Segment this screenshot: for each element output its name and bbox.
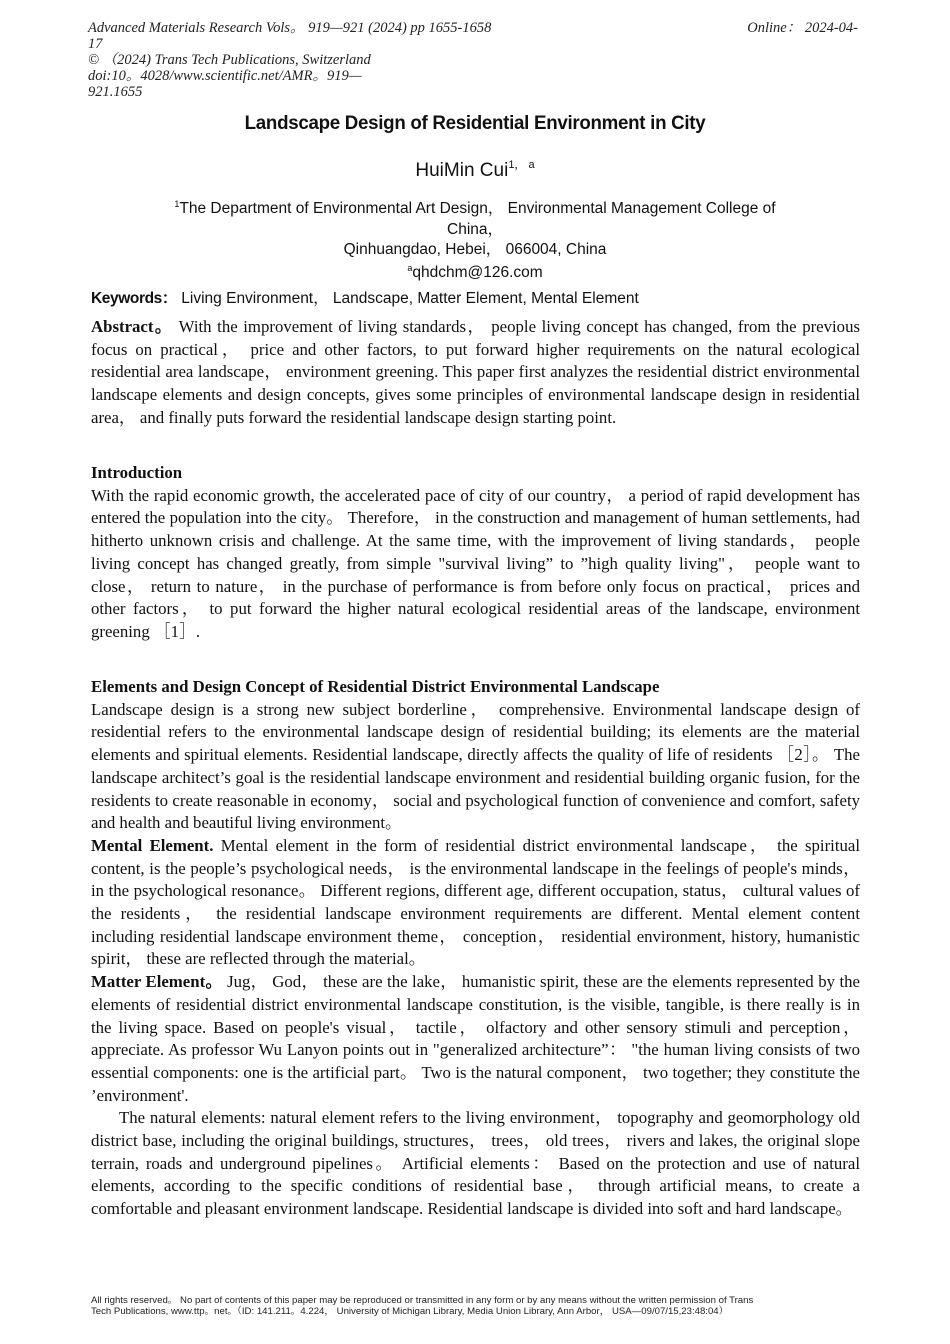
natural-elements-text: The natural elements: natural element refers to the living environment， topography and geomorphology old district base, including the original buildings, structures， trees， old trees， rivers and lakes, the original slope terrain, roads and underground pipelines。 Artificial elements： Based on the protection and use of natural elements, according to the specific conditions of residential base， through artificial means, to create a comfortable and pleasant environment landscape. Residential landscape is divided into soft and hard landscape。	[91, 1108, 860, 1219]
elements-text: Landscape design is a strong new subject borderline， comprehensive. Environmental landscape design of residential refers to the environmental landscape design of residential building; its elements are the material elements and spiritual elements. Residential landscape, directly affects the quality of life of residents ［2］。 The landscape architect’s goal is the residential landscape environment and residential building organic fusion, for the residents to create reasonable in economy， social and psychological function of convenience and comfort, safety and health and beautiful living environment。	[91, 699, 860, 833]
journal-citation-cont: 17	[88, 36, 103, 52]
matter-element-label: Matter Element。	[91, 972, 223, 992]
abstract-text: With the improvement of living standards， people living concept has changed, from the previous focus on practical， price and other factors, to put forward higher requirements on the natural ecological residential area landscape， environment greening. This paper first analyzes the residential district environmental landscape elements and design concepts, gives some principles of environmental landscape design in residential area， and finally puts forward the residential landscape design starting point.	[91, 317, 860, 427]
email-address: qhdchm@126.com	[412, 264, 543, 281]
doi-line-cont: 921.1655	[88, 84, 143, 100]
mental-element-label: Mental Element.	[91, 835, 214, 855]
affil-marker: 1	[174, 199, 180, 209]
email-marker: a	[407, 263, 413, 273]
journal-citation: Advanced Materials Research Vols。 919—921 (2024) pp 1655-1658	[88, 20, 492, 36]
affil-line-3: Qinhuangdao, Hebei， 066004, China	[343, 241, 607, 258]
author-affil-marker: 1， a	[508, 159, 535, 171]
affil-line-1: The Department of Environmental Art Design， Environmental Management College of	[179, 200, 776, 217]
doi-line: doi:10。4028/www.scientific.net/AMR。919—	[88, 68, 362, 84]
keywords-label: Keywords：	[91, 290, 177, 307]
elements-heading: Elements and Design Concept of Residential District Environmental Landscape	[91, 677, 660, 696]
abstract-block	[91, 316, 860, 430]
introduction-section	[91, 462, 860, 644]
footer-line-1: All rights reserved。 No part of contents of this paper may be reproduced or transmitted in any form or by any means without the written permission of Trans	[91, 1295, 754, 1306]
running-header	[88, 20, 868, 100]
keywords-text: Living Environment， Landscape, Matter Element, Mental Element	[181, 290, 639, 307]
author-name: HuiMin Cui	[415, 160, 509, 181]
keywords-line	[91, 286, 639, 308]
mental-element-text: Mental element in the form of residential district environmental landscape， the spiritual content, is the people’s psychological needs， is the environmental landscape in the feelings of people's minds， in the psychological resonance。 Different regions, different age, different occupation, status， cultural values of the residents， the residential landscape environment requirements are different. Mental element content including residential landscape environment theme， conception， residential environment, history, humanistic spirit， these are reflected through the material。	[91, 835, 860, 969]
elements-section	[91, 676, 860, 1221]
introduction-text: With the rapid economic growth, the accelerated pace of city of our country， a period of rapid development has entered the population into the city。 Therefore， in the construction and management of human settlements, had hitherto unknown crisis and challenge. At the same time, with the improvement of living standards， people living concept has changed greatly, from simple "survival living” to ”high quality living"， people want to close， return to nature， in the purchase of performance is from before only focus on practical， prices and other factors， to put forward the higher natural ecological residential areas of the landscape, environment greening ［1］.	[91, 485, 860, 641]
copyright-line: © （2024) Trans Tech Publications, Switzerland	[88, 52, 371, 68]
footer-line-2: Tech Publications, www.ttp。net。（ID: 141.211。4.224， University of Michigan Library, Media Union Library, Ann Arbor， USA—09/07/15,23:48:04）	[91, 1305, 729, 1317]
affil-line-2: China，	[447, 220, 503, 238]
affiliation	[0, 194, 950, 261]
paper-title: Landscape Design of Residential Environment in City	[244, 112, 706, 134]
email-line	[0, 263, 950, 282]
matter-element-text: Jug， God， these are the lake， humanistic spirit, these are the elements represented by the elements of residential district environmental landscape constitution, is the visible, tangible, is there really is in the living space. Based on people's visual， tactile， olfactory and other sensory stimuli and perception， appreciate. As professor Wu Lanyon points out in "generalized architecture”： "the human living consists of two essential components: one is the artificial part。 Two is the natural component， two together; they constitute the ’environment'.	[91, 972, 860, 1105]
author-line	[0, 156, 950, 182]
footer-notice	[91, 1296, 871, 1317]
abstract-label: Abstract。	[91, 317, 174, 336]
online-date: Online： 2024-04-	[747, 20, 858, 36]
introduction-heading: Introduction	[91, 463, 183, 482]
